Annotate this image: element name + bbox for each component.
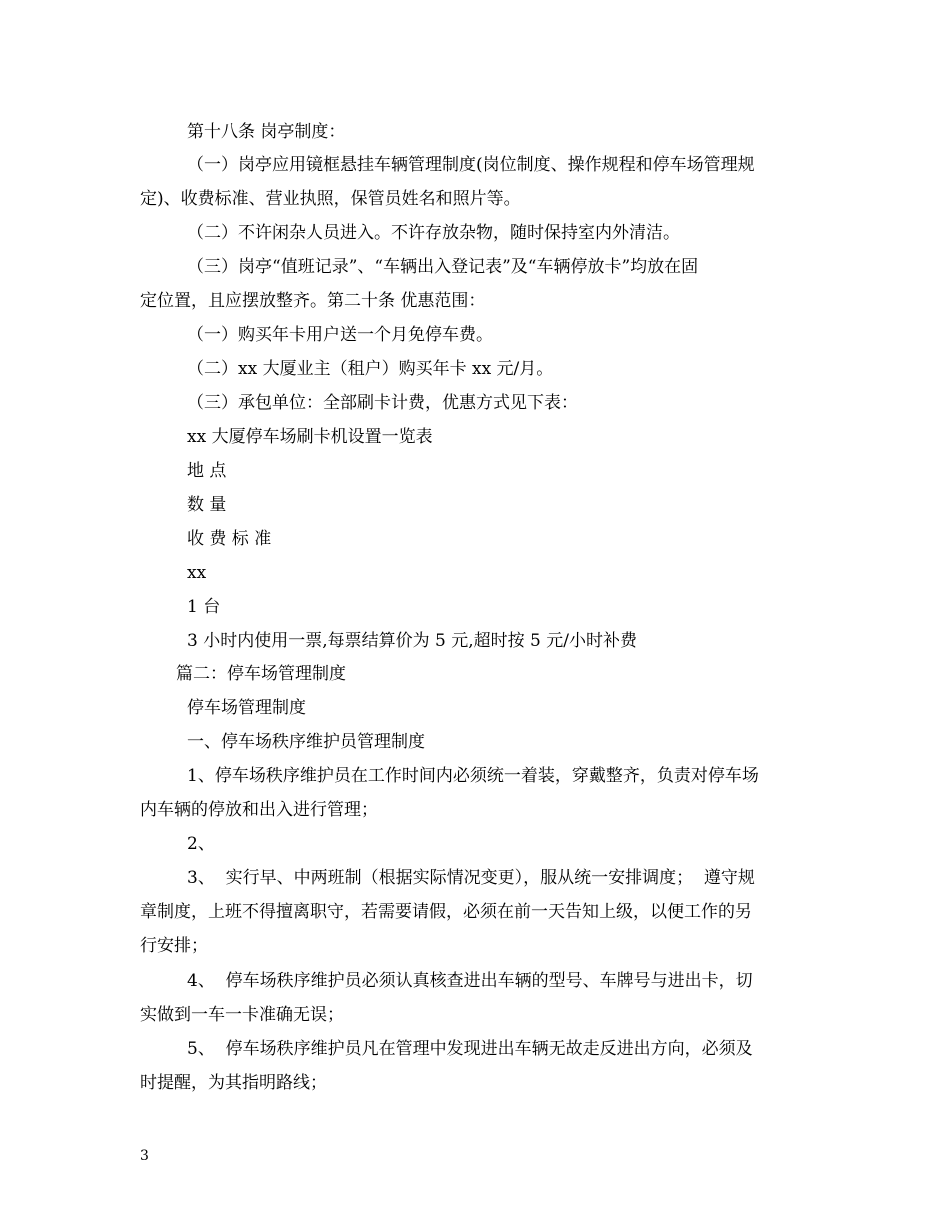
paragraph-line: 内车辆的停放和出入进行管理；	[140, 800, 378, 820]
paragraph-line: 定位置，且应摆放整齐。第二十条 优惠范围：	[140, 291, 486, 311]
paragraph-line: 5、 停车场秩序维护员凡在管理中发现进出车辆无故走反进出方向，必须及	[187, 1039, 753, 1059]
paragraph-line: （二）不许闲杂人员进入。不许存放杂物，随时保持室内外清洁。	[187, 223, 680, 243]
table-header-fee: 收 费 标 准	[187, 529, 272, 549]
paragraph-line: 章制度，上班不得擅离职守，若需要请假，必须在前一天告知上级，以便工作的另	[140, 902, 752, 922]
section-heading: 一、停车场秩序维护员管理制度	[187, 732, 425, 752]
paragraph-line: （二）xx 大厦业主（租户）购买年卡 xx 元/月。	[187, 359, 554, 379]
table-header-quantity: 数 量	[187, 495, 227, 515]
table-cell-fee: 3 小时内使用一票,每票结算价为 5 元,超时按 5 元/小时补费	[187, 631, 638, 651]
paragraph-line: （一）购买年卡用户送一个月免停车费。	[187, 325, 493, 345]
table-cell-location: xx	[187, 563, 207, 583]
paragraph-line: （一）岗亭应用镜框悬挂车辆管理制度(岗位制度、操作规程和停车场管理规	[187, 155, 755, 175]
table-cell-quantity: 1 台	[187, 597, 221, 617]
paragraph-line: 行安排；	[140, 936, 208, 956]
paragraph-line: （三）承包单位：全部刷卡计费，优惠方式见下表：	[187, 393, 578, 413]
section-heading: 停车场管理制度	[187, 698, 306, 718]
table-header-location: 地 点	[187, 461, 227, 481]
paragraph-line: 4、 停车场秩序维护员必须认真核查进出车辆的型号、车牌号与进出卡，切	[187, 971, 753, 991]
paragraph-line: （三）岗亭“值班记录”、“车辆出入登记表”及“车辆停放卡”均放在固	[187, 257, 699, 277]
paragraph-line: 3、 实行早、中两班制（根据实际情况变更），服从统一安排调度； 遵守规	[187, 868, 755, 888]
table-title: xx 大厦停车场刷卡机设置一览表	[187, 427, 433, 447]
paragraph-line: 时提醒，为其指明路线；	[140, 1073, 327, 1093]
paragraph-line: 1、停车场秩序维护员在工作时间内必须统一着装，穿戴整齐，负责对停车场	[187, 766, 759, 786]
paragraph-line: 实做到一车一卡准确无误；	[140, 1005, 344, 1025]
chapter-heading: 篇二：停车场管理制度	[176, 664, 346, 684]
paragraph-line: 2、	[187, 834, 215, 854]
page-number: 3	[140, 1148, 149, 1164]
paragraph-line: 定)、收费标准、营业执照，保管员姓名和照片等。	[140, 189, 521, 209]
section-heading: 第十八条 岗亭制度：	[187, 122, 346, 142]
